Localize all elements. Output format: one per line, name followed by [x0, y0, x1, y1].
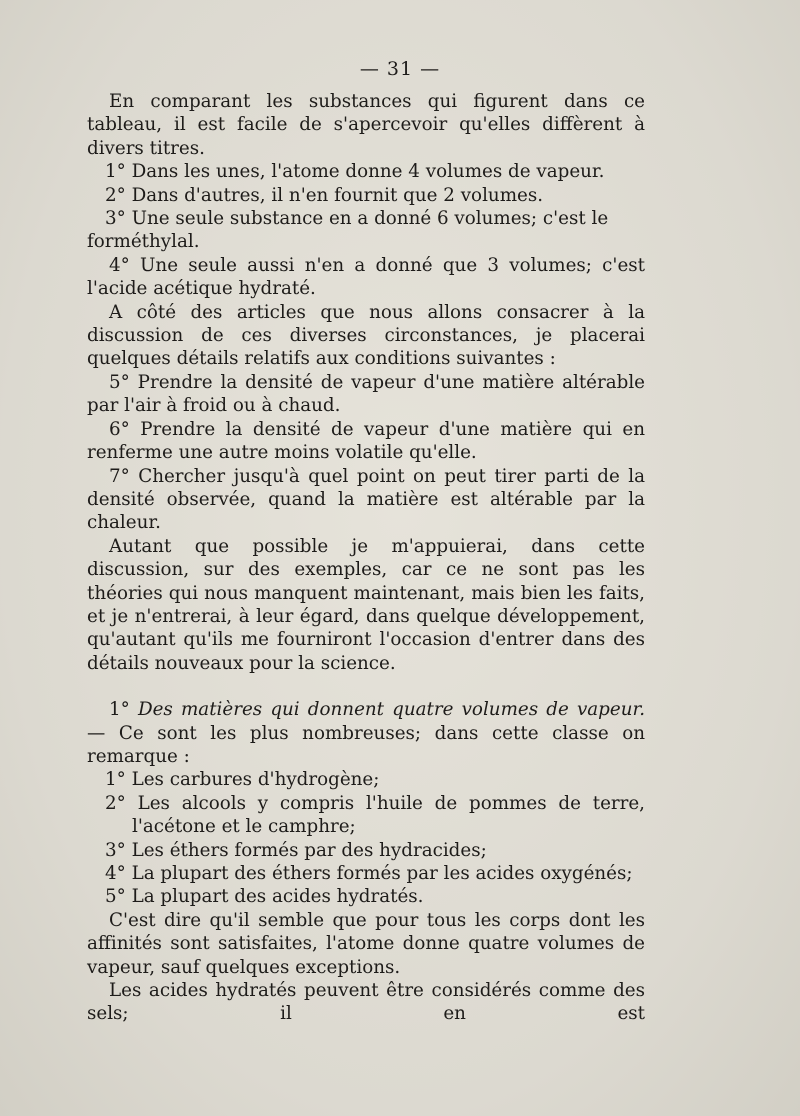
section-title: Des matières qui donnent quatre volumes de vapeur. [137, 699, 646, 721]
class-item: 1° Les carbures d'hydrogène; [105, 769, 380, 791]
condition-item: 6° Prendre la densité de vapeur d'une matière qui en renferme une autre moins volatile qu'elle. [87, 418, 645, 464]
conclusion-paragraph: C'est dire qu'il semble que pour tous les corps dont les affinités sont satisfaites, l'atome donne quatre volumes de vapeur, sauf quelques exceptions. [87, 909, 645, 978]
intro-paragraph: En comparant les substances qui figurent dans ce tableau, il est facile de s'apercevoir qu'elles diffèrent à divers titres. [87, 91, 645, 159]
closing-paragraph: Autant que possible je m'appuierai, dans cette discussion, sur des exemples, car ce ne sont pas les théories qui nous manquent maintenant, mais bien les faits, et je n'entrerai, à leur égard, dans quelque développement, qu'autant qu'ils me fourniront l'occasion d'entrer dans des détails nouveaux pour la science. [87, 535, 645, 674]
class-item: 2° Les alcools y compris l'huile de pommes de terre, l'acétone et le camphre; [105, 792, 645, 838]
class-item: 3° Les éthers formés par des hydracides; [105, 839, 487, 861]
class-item: 5° La plupart des acides hydratés. [105, 886, 424, 908]
page-number: — 31 — [359, 58, 441, 80]
list-item: 4° Une seule aussi n'en a donné que 3 volumes; c'est l'acide acétique hydraté. [87, 254, 645, 300]
page-body [87, 90, 645, 1026]
list-item: 3° Une seule substance en a donné 6 volumes; c'est le forméthylal. [87, 208, 609, 253]
class-item: 4° La plupart des éthers formés par les acides oxygénés; [105, 863, 633, 884]
section-number: 1° [109, 699, 130, 721]
condition-item: 5° Prendre la densité de vapeur d'une matière altérable par l'air à froid ou à chaud. [87, 371, 645, 417]
section-heading [87, 698, 645, 768]
section-gap [87, 675, 645, 698]
transition-paragraph: A côté des articles que nous allons consacrer à la discussion de ces diverses circonstances, je placerai quelques détails relatifs aux conditions suivantes : [87, 301, 645, 370]
list-item: 1° Dans les unes, l'atome donne 4 volumes de vapeur. [105, 161, 605, 183]
condition-item: 7° Chercher jusqu'à quel point on peut tirer parti de la densité observée, quand la matière est altérable par la chaleur. [87, 465, 645, 534]
section-lead: — Ce sont les plus nombreuses; dans cette classe on remarque : [87, 722, 645, 767]
list-item: 2° Dans d'autres, il n'en fournit que 2 volumes. [105, 184, 544, 206]
continuation-line: Les acides hydratés peuvent être considérés comme des sels; il en est [87, 980, 645, 1025]
